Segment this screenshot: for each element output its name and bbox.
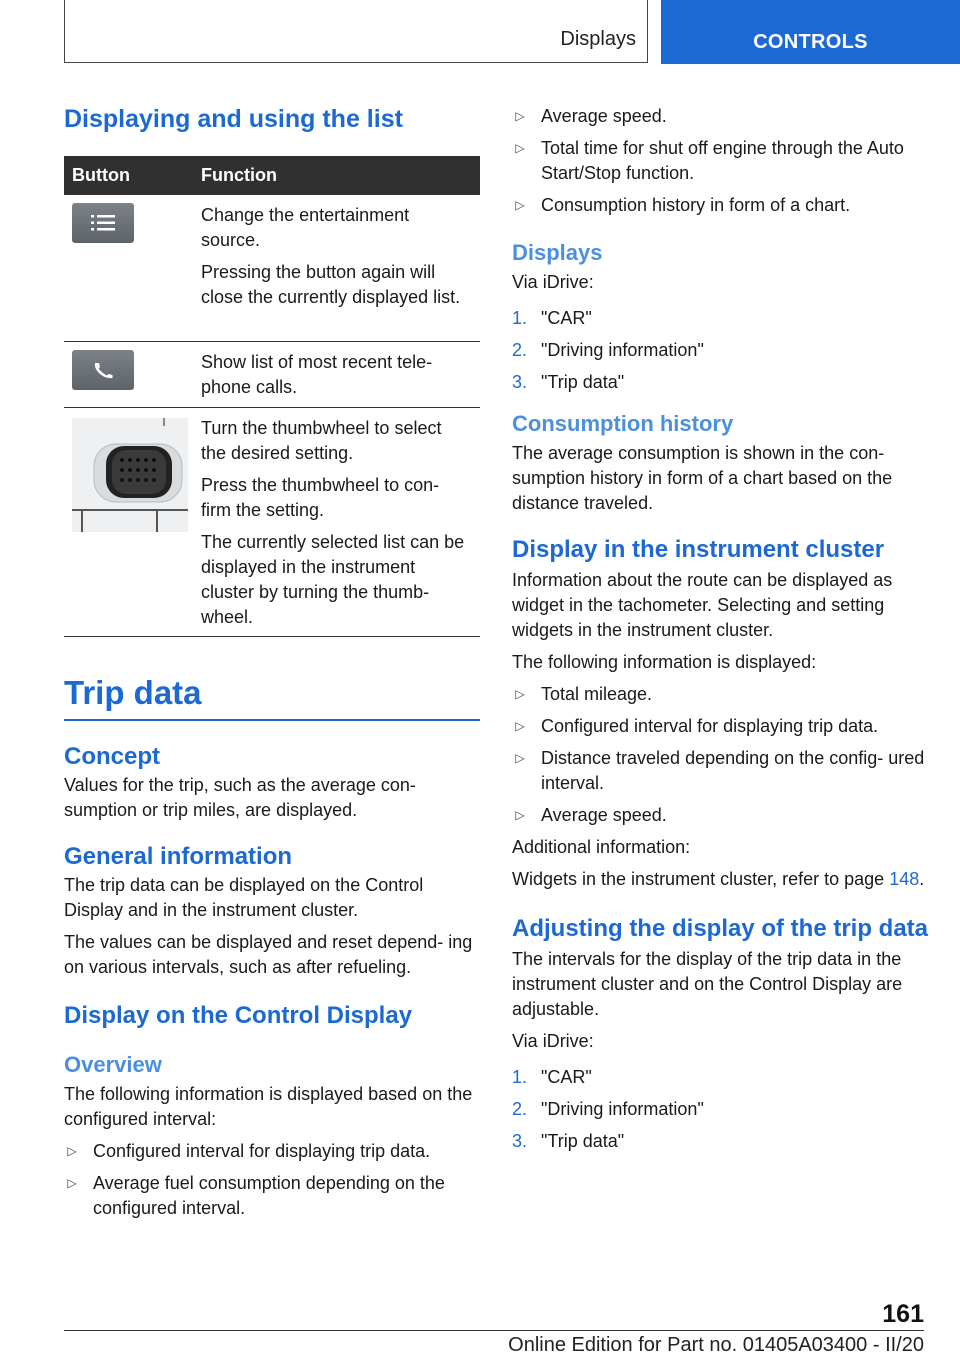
triangle-bullet-icon: ▷ bbox=[67, 1176, 77, 1190]
page-header bbox=[0, 0, 960, 66]
adjust-text: The intervals for the display of the trip data in the instrument cluster and on the Control Display are adjustable. bbox=[512, 949, 903, 1019]
general-text: The trip data can be displayed on the Control Display and in the instrument cluster. bbox=[64, 875, 424, 920]
steps-list bbox=[512, 306, 928, 395]
list-item: 3. "Trip data" bbox=[512, 1131, 625, 1151]
via-idrive-text: Via iDrive: bbox=[512, 1031, 594, 1051]
steps-list bbox=[512, 1065, 928, 1154]
list-item: 1. "CAR" bbox=[512, 308, 592, 328]
list-item: ▷ Distance traveled depending on the config- ured interval. bbox=[512, 746, 928, 796]
left-column bbox=[64, 96, 480, 1228]
title-rule bbox=[64, 719, 480, 721]
list-item: ▷ Total time for shut off engine through the Auto Start/Stop function. bbox=[512, 136, 928, 186]
function-text: Pressing the button again will close the currently displayed list. bbox=[201, 262, 461, 307]
triangle-bullet-icon: ▷ bbox=[515, 109, 525, 123]
function-text: The currently selected list can be displayed in the instrument cluster by turning the thumb- wheel. bbox=[201, 532, 465, 627]
trip-data-title: Trip data bbox=[64, 674, 202, 711]
general-text: The values can be displayed and reset depend- ing on various intervals, such as after refueling. bbox=[64, 932, 473, 977]
table-row bbox=[64, 342, 480, 408]
table-header bbox=[64, 156, 480, 195]
list-heading: Displaying and using the list bbox=[64, 105, 403, 133]
function-text: Show list of most recent tele- phone calls. bbox=[201, 352, 433, 397]
overview-list bbox=[64, 1139, 480, 1221]
button-function-table bbox=[64, 156, 480, 637]
table-row bbox=[64, 195, 480, 342]
triangle-bullet-icon: ▷ bbox=[515, 719, 525, 733]
thumbwheel-icon bbox=[72, 418, 188, 532]
function-text: Press the thumbwheel to con- firm the setting. bbox=[201, 475, 440, 520]
list-item: 2. "Driving information" bbox=[512, 340, 704, 360]
concept-text: Values for the trip, such as the average con- sumption or trip miles, are displayed. bbox=[64, 775, 416, 820]
overview-heading: Overview bbox=[64, 1052, 162, 1077]
list-icon bbox=[72, 203, 134, 243]
control-display-heading: Display on the Control Display bbox=[64, 1002, 413, 1029]
list-item: ▷ Total mileage. bbox=[512, 682, 928, 707]
ic-list bbox=[512, 682, 928, 828]
triangle-bullet-icon: ▷ bbox=[515, 687, 525, 701]
via-idrive-text: Via iDrive: bbox=[512, 272, 594, 292]
overview-text: The following information is displayed based on the configured interval: bbox=[64, 1084, 473, 1129]
list-item: 1. "CAR" bbox=[512, 1067, 592, 1087]
list-item: ▷ Consumption history in form of a chart. bbox=[512, 193, 928, 218]
phone-icon bbox=[72, 350, 134, 390]
function-cell bbox=[201, 203, 471, 310]
additional-info-text: Additional information: bbox=[512, 837, 691, 857]
triangle-bullet-icon: ▷ bbox=[67, 1144, 77, 1158]
table-row bbox=[64, 408, 480, 637]
function-cell bbox=[201, 416, 471, 630]
list-item: ▷ Configured interval for displaying trip data. bbox=[64, 1139, 480, 1164]
list-item: ▷ Average speed. bbox=[512, 803, 928, 828]
adjusting-heading: Adjusting the display of the trip data bbox=[512, 915, 929, 942]
function-text: Change the entertainment source. bbox=[201, 205, 410, 250]
list-item: ▷ Average fuel consumption depending on the configured interval. bbox=[64, 1171, 480, 1221]
list-item: 2. "Driving information" bbox=[512, 1099, 704, 1119]
right-column bbox=[512, 96, 928, 1161]
page-link[interactable]: 148 bbox=[889, 869, 920, 889]
displays-heading: Displays bbox=[512, 240, 603, 265]
triangle-bullet-icon: ▷ bbox=[515, 808, 525, 822]
consumption-text: The average consumption is shown in the con- sumption history in form of a chart based on the distance traveled. bbox=[512, 443, 893, 513]
function-cell bbox=[201, 350, 471, 400]
ic-following-text: The following information is displayed: bbox=[512, 652, 817, 672]
triangle-bullet-icon: ▷ bbox=[515, 141, 525, 155]
ic-text: Information about the route can be displayed as widget in the tachometer. Selecting and setting widgets in the instrument cluster. bbox=[512, 570, 893, 640]
function-text: Turn the thumbwheel to select the desired setting. bbox=[201, 418, 442, 463]
continued-list bbox=[512, 104, 928, 218]
col-function-header: Function bbox=[201, 165, 277, 185]
list-item: ▷ Average speed. bbox=[512, 104, 928, 129]
widgets-reference: Widgets in the instrument cluster, refer to page 148. bbox=[512, 869, 925, 889]
triangle-bullet-icon: ▷ bbox=[515, 198, 525, 212]
consumption-history-heading: Consumption history bbox=[512, 411, 734, 436]
edition-footer: Online Edition for Part no. 01405A03400 - II/20 bbox=[508, 1334, 924, 1356]
chapter-tab: CONTROLS bbox=[661, 0, 960, 64]
col-button-header: Button bbox=[72, 165, 130, 185]
list-item: ▷ Configured interval for displaying trip data. bbox=[512, 714, 928, 739]
list-item: 3. "Trip data" bbox=[512, 372, 625, 392]
instrument-cluster-heading: Display in the instrument cluster bbox=[512, 536, 885, 563]
triangle-bullet-icon: ▷ bbox=[515, 751, 525, 765]
concept-heading: Concept bbox=[64, 743, 160, 770]
section-title: Displays bbox=[560, 28, 636, 50]
page-number: 161 bbox=[882, 1300, 924, 1328]
general-info-heading: General information bbox=[64, 843, 293, 870]
